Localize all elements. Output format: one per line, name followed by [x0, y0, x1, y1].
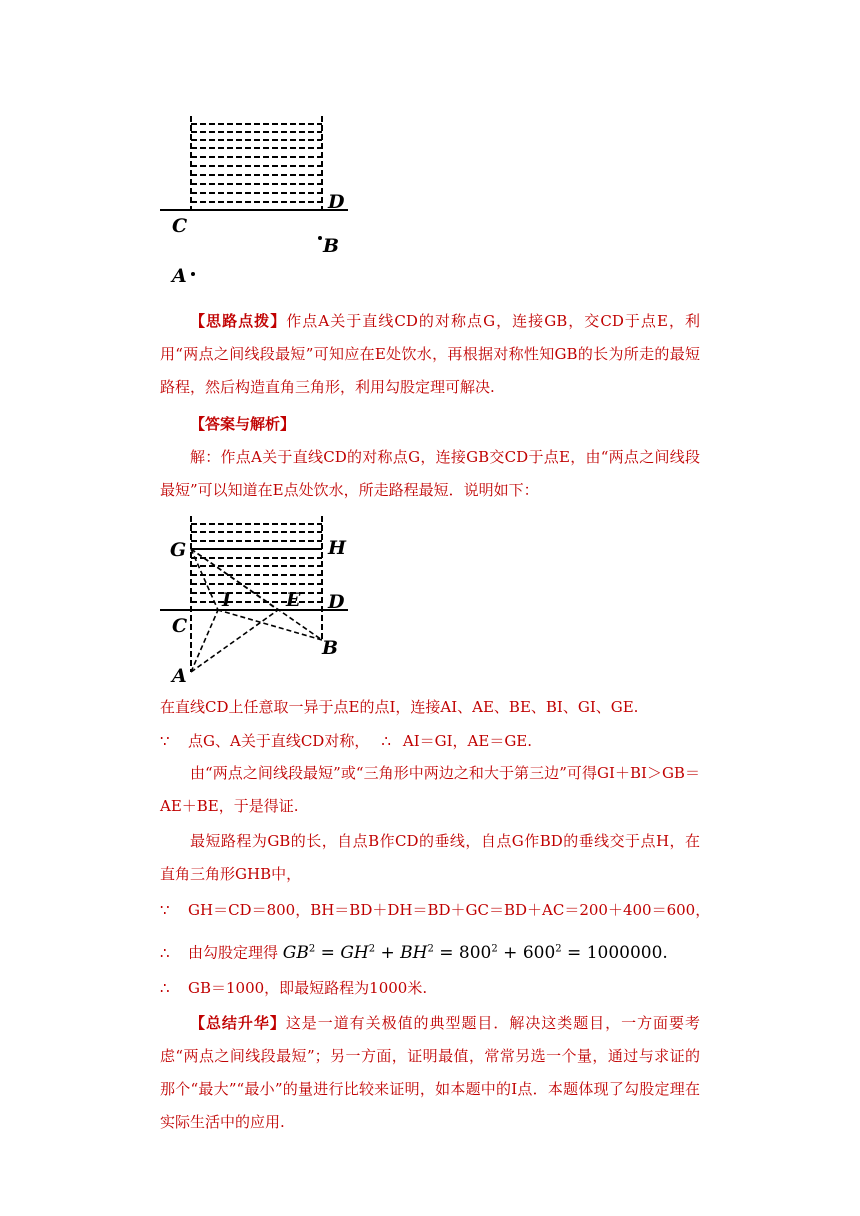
label-d: D [328, 191, 345, 213]
step-shortest-path: 最短路程为GB的长，自点B作CD的垂线，自点G作BD的垂线交于点H，在直角三角形GHB中， [160, 832, 700, 883]
figure-solution-diagram [150, 508, 370, 688]
label-g: G [170, 539, 187, 561]
figure-river-problem [150, 108, 370, 288]
step-pythagoras: ∴ 由勾股定理得 $GB^2 = GH^2 + BH^2 = 800^2 + 600^2 = 1000000$. [160, 942, 668, 963]
step-inequality: 由“两点之间线段最短”或“三角形中两边之和大于第三边”可得GI＋BI＞GB＝AE＋BE，于是得证. [160, 764, 700, 815]
because-symbol: ∵ [160, 732, 170, 750]
hint-text: 作点A关于直线CD的对称点G，连接GB，交CD于点E，利用“两点之间线段最短”可知应在E处饮水，再根据对称性知GB的长为所走的最短路程，然后构造直角三角形，利用勾股定理可解决. [160, 312, 700, 396]
solution-intro: 解：作点A关于直线CD的对称点G，连接GB交CD于点E，由“两点之间线段最短”可以知道在E点处饮水，所走路程最短．说明如下： [160, 448, 700, 499]
label-b: B [322, 637, 339, 659]
label-b: B [323, 235, 340, 257]
segment-bi [218, 610, 322, 640]
step-choose-point-i: 在直线CD上任意取一异于点E的点I，连接AI、AE、BE、BI、GI、GE. [160, 698, 639, 716]
hint-paragraph [160, 305, 700, 404]
label-c: C [172, 215, 188, 237]
summary-text: 这是一道有关极值的典型题目．解决这类题目，一方面要考虑“两点之间线段最短”；另一方面，证明最值，常常另选一个量，通过与求证的那个“最大”“最小”的量进行比较来证明，如本题中的I点．本题体现了勾股定理在实际生活中的应用. [160, 1014, 700, 1131]
label-a: A [172, 665, 187, 687]
therefore-symbol: ∴ [160, 979, 170, 997]
hint-tag: 【思路点拨】 [190, 312, 287, 330]
step-result: ∴ GB＝1000，即最短路程为1000米. [160, 979, 428, 997]
answer-heading: 【答案与解析】 [190, 415, 296, 433]
summary-tag: 【总结升华】 [190, 1014, 286, 1032]
label-c: C [172, 615, 188, 637]
label-i: I [222, 589, 231, 611]
label-e: E [286, 589, 301, 611]
therefore-symbol: ∴ [381, 732, 391, 750]
summary-paragraph [160, 1007, 700, 1139]
step-symmetry: ∵ 点G、A关于直线CD对称， ∴ AI＝GI，AE＝GE. [160, 732, 533, 750]
label-a: A [172, 265, 187, 287]
label-d: D [328, 591, 345, 613]
step-lengths: ∵ GH＝CD＝800，BH＝BD＋DH＝BD＋GC＝BD＋AC＝200＋400＝600， [160, 901, 711, 919]
therefore-symbol: ∴ [160, 943, 170, 962]
because-symbol: ∵ [160, 901, 170, 919]
label-h: H [328, 537, 346, 559]
pythagoras-equation: $GB^2 = GH^2 + BH^2 = 800^2 + 600^2 = 1000000$. [282, 942, 668, 963]
